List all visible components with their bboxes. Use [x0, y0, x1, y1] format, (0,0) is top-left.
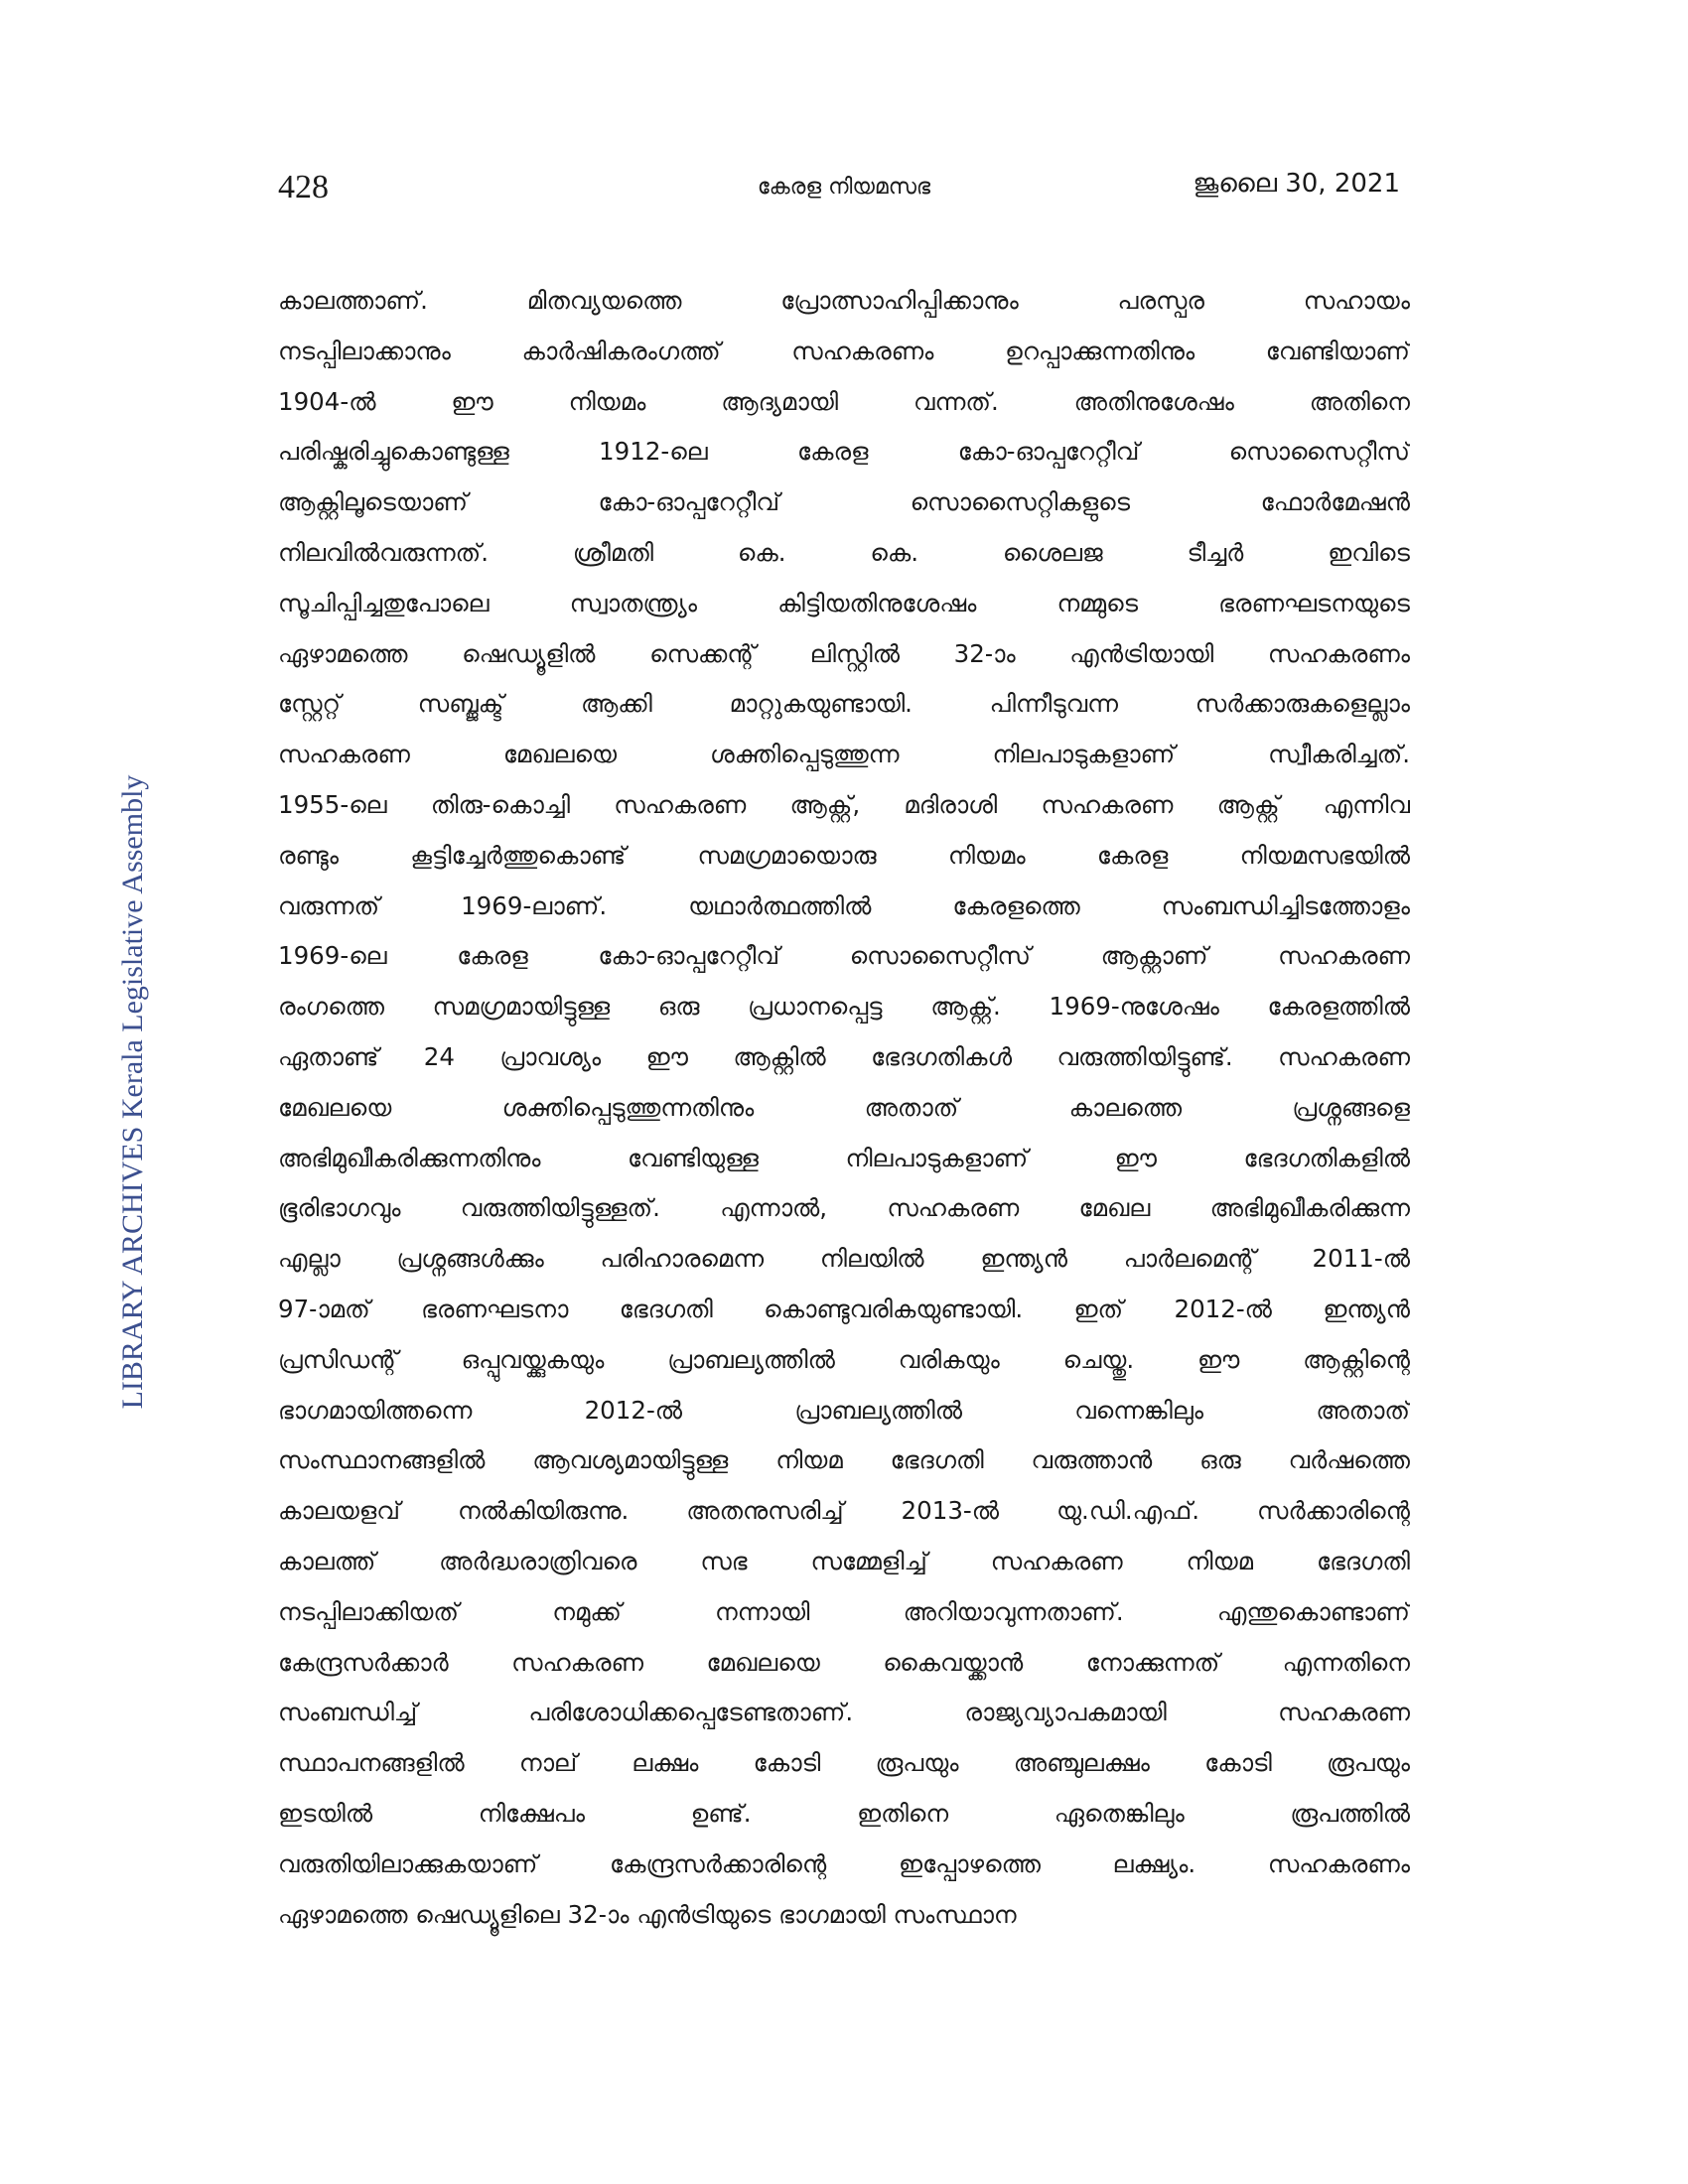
text-line: ഭാഗമായിത്തന്നെ 2012-ൽ പ്രാബല്യത്തിൽ വന്നെങ്കിലും അതാത് [278, 1395, 1410, 1425]
text-line: വരുന്നത് 1969-ലാണ്. യഥാർത്ഥത്തിൽ കേരളത്തെ സംബന്ധിച്ചിടത്തോളം [278, 890, 1410, 920]
text-line: രംഗത്തെ സമഗ്രമായിട്ടുള്ള ഒരു പ്രധാനപ്പെട്ട ആക്റ്റ്. 1969-നുശേഷം കേരളത്തിൽ [278, 992, 1410, 1022]
text-line: ഭൂരിഭാഗവും വരുത്തിയിട്ടുള്ളത്. എന്നാൽ, സഹകരണ മേഖല അഭിമുഖീകരിക്കുന്ന [278, 1193, 1410, 1223]
text-line: രണ്ടും കൂട്ടിച്ചേർത്തുകൊണ്ട് സമഗ്രമായൊരു നിയമം കേരള നിയമസഭയിൽ [278, 840, 1410, 870]
text-line: 1969-ലെ കേരള കോ-ഓപ്പറേറ്റീവ് സൊസൈറ്റീസ് ആക്റ്റാണ് സഹകരണ [278, 941, 1410, 971]
text-line: 1904-ൽ ഈ നിയമം ആദ്യമായി വന്നത്. അതിനുശേഷം അതിനെ [278, 386, 1410, 416]
text-line: ആക്റ്റിലൂടെയാണ് കോ-ഓപ്പറേറ്റീവ് സൊസൈറ്റികളുടെ ഫോർമേഷൻ [278, 487, 1410, 517]
text-line: സംസ്ഥാനങ്ങളിൽ ആവശ്യമായിട്ടുള്ള നിയമ ഭേദഗതി വരുത്താൻ ഒരു വർഷത്തെ [278, 1445, 1410, 1475]
text-line: കേന്ദ്രസർക്കാർ സഹകരണ മേഖലയെ കൈവയ്ക്കാൻ നോക്കുന്നത് എന്നതിനെ [278, 1647, 1410, 1677]
text-line: സ്റ്റേറ്റ് സബ്ജക്ട് ആക്കി മാറ്റുകയുണ്ടായി. പിന്നീടുവന്ന സർക്കാരുകളെല്ലാം [278, 689, 1410, 719]
header-date: ജൂലൈ 30, 2021 [1193, 169, 1400, 199]
text-line: സ്ഥാപനങ്ങളിൽ നാല് ലക്ഷം കോടി രൂപയും അഞ്ചുലക്ഷം കോടി രൂപയും [278, 1748, 1410, 1778]
text-line: പ്രസിഡന്റ് ഒപ്പുവയ്ക്കുകയും പ്രാബല്യത്തിൽ വരികയും ചെയ്തു. ഈ ആക്റ്റിന്റെ [278, 1344, 1410, 1374]
page-number: 428 [278, 169, 329, 205]
text-line: നിലവിൽവരുന്നത്. ശ്രീമതി കെ. കെ. ശൈലജ ടീച്ചർ ഇവിടെ [278, 537, 1410, 567]
text-line: കാലത്താണ്. മിതവ്യയത്തെ പ്രോത്സാഹിപ്പിക്കാനും പരസ്പര സഹായം [278, 286, 1410, 315]
text-line: സൂചിപ്പിച്ചതുപോലെ സ്വാതന്ത്ര്യം കിട്ടിയതിനുശേഷം നമ്മുടെ ഭരണഘടനയുടെ [278, 588, 1410, 617]
text-line: എല്ലാ പ്രശ്നങ്ങൾക്കും പരിഹാരമെന്ന നിലയിൽ ഇന്ത്യൻ പാർലമെന്റ് 2011-ൽ [278, 1244, 1410, 1274]
text-line: കാലത്ത് അർദ്ധരാത്രിവരെ സഭ സമ്മേളിച്ച് സഹകരണ നിയമ ഭേദഗതി [278, 1546, 1410, 1575]
text-line: ഏതാണ്ട് 24 പ്രാവശ്യം ഈ ആക്റ്റിൽ ഭേദഗതികൾ വരുത്തിയിട്ടുണ്ട്. സഹകരണ [278, 1041, 1410, 1071]
text-line: നടപ്പിലാക്കാനും കാർഷികരംഗത്ത് സഹകരണം ഉറപ്പാക്കുന്നതിനും വേണ്ടിയാണ് [278, 336, 1410, 365]
text-line: കാലയളവ് നൽകിയിരുന്നു. അതനുസരിച്ച് 2013-ൽ യു.ഡി.എഫ്. സർക്കാരിന്റെ [278, 1496, 1410, 1526]
text-line: അഭിമുഖീകരിക്കുന്നതിനും വേണ്ടിയുള്ള നിലപാടുകളാണ് ഈ ഭേദഗതികളിൽ [278, 1143, 1410, 1172]
body-text [278, 276, 1410, 1940]
text-line: സഹകരണ മേഖലയെ ശക്തിപ്പെടുത്തുന്ന നിലപാടുകളാണ് സ്വീകരിച്ചത്. [278, 740, 1410, 769]
text-line: 1955-ലെ തിരു-കൊച്ചി സഹകരണ ആക്റ്റ്, മദിരാശി സഹകരണ ആക്റ്റ് എന്നിവ [278, 789, 1410, 819]
text-line: ഏഴാമത്തെ ഷെഡ്യൂളിലെ 32-ാം എൻട്രിയുടെ ഭാഗമായി സംസ്ഥാന [278, 1899, 1017, 1929]
text-line: വരുതിയിലാക്കുകയാണ് കേന്ദ്രസർക്കാരിന്റെ ഇപ്പോഴത്തെ ലക്ഷ്യം. സഹകരണം [278, 1848, 1410, 1878]
text-line: പരിഷ്കരിച്ചുകൊണ്ടുള്ള 1912-ലെ കേരള കോ-ഓപ്പറേറ്റീവ് സൊസൈറ്റീസ് [278, 437, 1410, 467]
text-line: 97-ാമത് ഭരണഘടനാ ഭേദഗതി കൊണ്ടുവരികയുണ്ടായി. ഇത് 2012-ൽ ഇന്ത്യൻ [278, 1294, 1410, 1323]
library-archives-watermark: LIBRARY ARCHIVES Kerala Legislative Assembly [116, 774, 149, 1410]
text-line: ഇടയിൽ നിക്ഷേപം ഉണ്ട്. ഇതിനെ ഏതെങ്കിലും രൂപത്തിൽ [278, 1798, 1410, 1828]
text-line: ഏഴാമത്തെ ഷെഡ്യൂളിൽ സെക്കന്റ് ലിസ്റ്റിൽ 32-ാം എൻട്രിയായി സഹകരണം [278, 638, 1410, 668]
text-line: നടപ്പിലാക്കിയത് നമുക്ക് നന്നായി അറിയാവുന്നതാണ്. എന്തുകൊണ്ടാണ് [278, 1596, 1410, 1626]
running-title: കേരള നിയമസഭ [757, 175, 931, 200]
text-line: മേഖലയെ ശക്തിപ്പെടുത്തുന്നതിനും അതാത് കാലത്തെ പ്രശ്നങ്ങളെ [278, 1092, 1410, 1122]
text-line: സംബന്ധിച്ച് പരിശോധിക്കപ്പെടേണ്ടതാണ്. രാജ്യവ്യാപകമായി സഹകരണ [278, 1698, 1410, 1727]
